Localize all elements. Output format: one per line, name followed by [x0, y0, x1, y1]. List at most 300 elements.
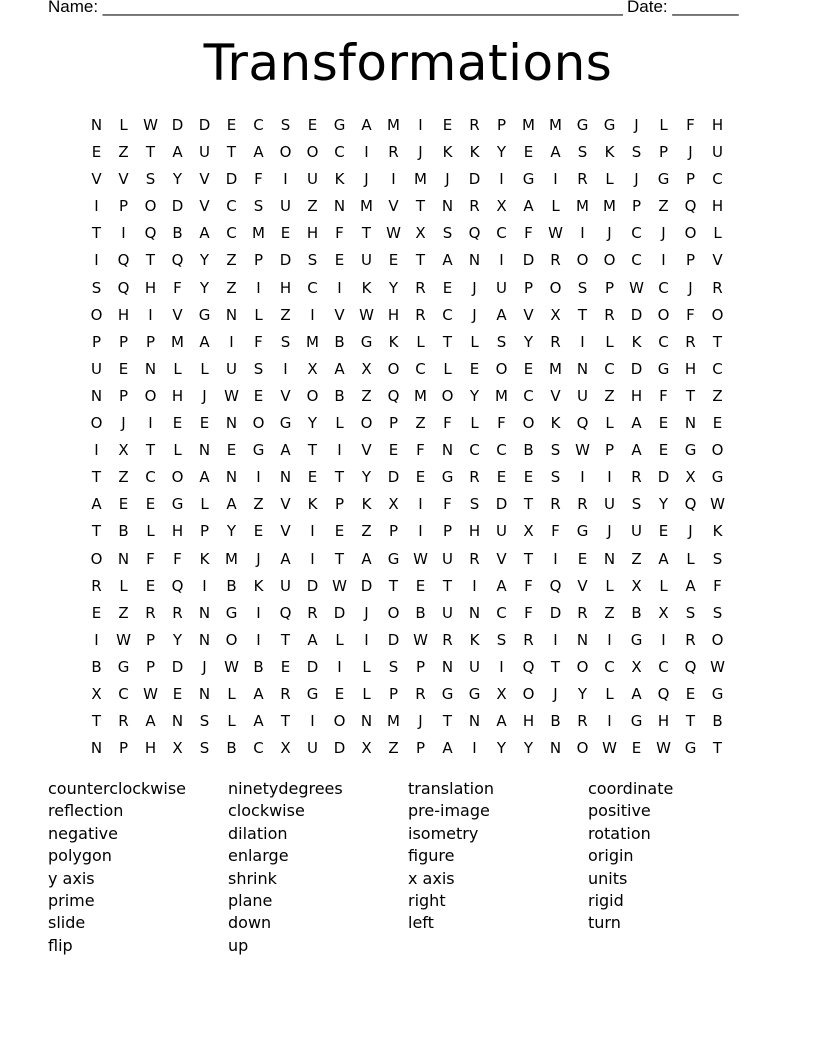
grid-letter[interactable]: N: [225, 468, 238, 487]
grid-letter[interactable]: T: [442, 576, 453, 595]
grid-letter[interactable]: U: [712, 143, 723, 162]
grid-letter[interactable]: T: [280, 712, 291, 731]
grid-letter[interactable]: J: [364, 170, 369, 189]
grid-letter[interactable]: P: [604, 441, 615, 460]
grid-letter[interactable]: N: [360, 712, 373, 731]
grid-letter[interactable]: I: [148, 414, 153, 433]
grid-letter[interactable]: F: [551, 522, 560, 541]
grid-letter[interactable]: M: [306, 332, 319, 351]
grid-letter[interactable]: A: [361, 549, 372, 568]
grid-letter[interactable]: D: [306, 576, 319, 595]
grid-letter[interactable]: R: [685, 630, 696, 649]
grid-letter[interactable]: P: [496, 116, 507, 134]
grid-letter[interactable]: I: [94, 251, 99, 270]
grid-letter[interactable]: T: [523, 495, 534, 514]
grid-letter[interactable]: I: [499, 170, 504, 189]
grid-letter[interactable]: Y: [658, 495, 669, 514]
grid-letter[interactable]: J: [121, 414, 126, 433]
grid-letter[interactable]: X: [523, 522, 534, 541]
grid-letter[interactable]: I: [310, 549, 315, 568]
grid-letter[interactable]: A: [685, 576, 696, 595]
grid-letter[interactable]: J: [661, 224, 666, 243]
grid-letter[interactable]: N: [90, 116, 103, 134]
grid-letter[interactable]: L: [362, 684, 371, 703]
grid-letter[interactable]: P: [415, 657, 426, 676]
grid-letter[interactable]: G: [198, 305, 211, 324]
grid-letter[interactable]: N: [468, 712, 481, 731]
grid-letter[interactable]: P: [118, 332, 129, 351]
grid-letter[interactable]: X: [685, 468, 696, 487]
grid-letter[interactable]: B: [631, 603, 642, 622]
grid-letter[interactable]: P: [388, 414, 399, 433]
grid-letter[interactable]: N: [279, 468, 292, 487]
grid-letter[interactable]: M: [576, 197, 589, 216]
grid-letter[interactable]: H: [711, 116, 724, 134]
grid-letter[interactable]: W: [143, 116, 158, 134]
grid-letter[interactable]: J: [634, 116, 639, 134]
grid-letter[interactable]: Q: [171, 576, 184, 595]
grid-letter[interactable]: Z: [361, 386, 372, 405]
grid-letter[interactable]: Z: [307, 197, 318, 216]
grid-letter[interactable]: R: [550, 251, 561, 270]
grid-letter[interactable]: T: [334, 468, 345, 487]
grid-letter[interactable]: H: [144, 739, 157, 758]
grid-letter[interactable]: Z: [631, 549, 642, 568]
grid-letter[interactable]: B: [172, 224, 183, 243]
grid-letter[interactable]: K: [334, 170, 345, 189]
grid-letter[interactable]: O: [603, 251, 616, 270]
grid-letter[interactable]: V: [496, 549, 507, 568]
grid-letter[interactable]: D: [333, 603, 346, 622]
grid-letter[interactable]: Z: [712, 386, 723, 405]
grid-letter[interactable]: N: [198, 441, 211, 460]
grid-letter[interactable]: I: [337, 657, 342, 676]
grid-letter[interactable]: Z: [226, 278, 237, 297]
grid-letter[interactable]: R: [577, 603, 588, 622]
grid-letter[interactable]: G: [441, 468, 454, 487]
grid-letter[interactable]: A: [631, 441, 642, 460]
grid-letter[interactable]: Q: [549, 576, 562, 595]
grid-letter[interactable]: V: [118, 170, 129, 189]
grid-letter[interactable]: N: [198, 684, 211, 703]
grid-letter[interactable]: T: [334, 549, 345, 568]
grid-letter[interactable]: I: [553, 630, 558, 649]
grid-letter[interactable]: P: [685, 251, 696, 270]
grid-letter[interactable]: R: [469, 197, 480, 216]
grid-letter[interactable]: O: [549, 278, 562, 297]
grid-letter[interactable]: X: [388, 495, 399, 514]
grid-letter[interactable]: R: [145, 603, 156, 622]
grid-letter[interactable]: E: [523, 143, 534, 162]
grid-letter[interactable]: E: [415, 468, 426, 487]
grid-letter[interactable]: X: [118, 441, 129, 460]
grid-letter[interactable]: I: [364, 143, 369, 162]
grid-letter[interactable]: W: [548, 224, 563, 243]
grid-letter[interactable]: D: [387, 630, 400, 649]
grid-letter[interactable]: U: [91, 359, 102, 378]
grid-letter[interactable]: T: [91, 522, 102, 541]
grid-letter[interactable]: S: [550, 468, 561, 487]
grid-letter[interactable]: H: [630, 386, 643, 405]
grid-letter[interactable]: E: [523, 359, 534, 378]
grid-letter[interactable]: D: [225, 170, 238, 189]
grid-letter[interactable]: J: [634, 170, 639, 189]
grid-letter[interactable]: R: [523, 630, 534, 649]
grid-letter[interactable]: H: [387, 305, 400, 324]
grid-letter[interactable]: L: [173, 359, 182, 378]
grid-letter[interactable]: O: [522, 684, 535, 703]
grid-letter[interactable]: B: [253, 657, 264, 676]
grid-letter[interactable]: G: [441, 684, 454, 703]
grid-letter[interactable]: K: [469, 143, 480, 162]
grid-letter[interactable]: Z: [604, 386, 615, 405]
grid-letter[interactable]: O: [144, 386, 157, 405]
grid-letter[interactable]: J: [472, 278, 477, 297]
grid-letter[interactable]: T: [685, 712, 696, 731]
grid-letter[interactable]: M: [414, 386, 427, 405]
grid-letter[interactable]: F: [524, 224, 533, 243]
grid-letter[interactable]: Y: [496, 143, 507, 162]
grid-letter[interactable]: V: [199, 170, 210, 189]
grid-letter[interactable]: G: [630, 630, 643, 649]
grid-letter[interactable]: Z: [658, 197, 669, 216]
grid-letter[interactable]: O: [576, 739, 589, 758]
grid-letter[interactable]: I: [256, 603, 261, 622]
grid-letter[interactable]: N: [171, 712, 184, 731]
grid-letter[interactable]: I: [391, 170, 396, 189]
grid-letter[interactable]: R: [442, 630, 453, 649]
grid-letter[interactable]: E: [145, 576, 156, 595]
grid-letter[interactable]: Q: [684, 197, 697, 216]
grid-letter[interactable]: P: [658, 143, 669, 162]
grid-letter[interactable]: B: [226, 739, 237, 758]
grid-letter[interactable]: U: [226, 359, 237, 378]
grid-letter[interactable]: K: [442, 143, 453, 162]
grid-letter[interactable]: F: [659, 386, 668, 405]
grid-letter[interactable]: I: [283, 359, 288, 378]
grid-letter[interactable]: P: [145, 332, 156, 351]
grid-letter[interactable]: M: [252, 224, 265, 243]
grid-letter[interactable]: C: [307, 278, 318, 297]
grid-letter[interactable]: C: [226, 197, 237, 216]
grid-letter[interactable]: P: [523, 278, 534, 297]
grid-letter[interactable]: G: [117, 657, 130, 676]
grid-letter[interactable]: Y: [496, 739, 507, 758]
grid-letter[interactable]: J: [256, 549, 261, 568]
grid-letter[interactable]: O: [576, 657, 589, 676]
grid-letter[interactable]: M: [387, 712, 400, 731]
grid-letter[interactable]: C: [712, 170, 723, 189]
grid-letter[interactable]: Q: [117, 251, 130, 270]
grid-letter[interactable]: P: [388, 522, 399, 541]
grid-letter[interactable]: F: [524, 603, 533, 622]
grid-letter[interactable]: Z: [361, 522, 372, 541]
grid-letter[interactable]: S: [253, 197, 264, 216]
grid-letter[interactable]: T: [361, 224, 372, 243]
grid-letter[interactable]: M: [414, 170, 427, 189]
grid-letter[interactable]: F: [443, 414, 452, 433]
grid-letter[interactable]: B: [550, 712, 561, 731]
grid-letter[interactable]: M: [360, 197, 373, 216]
grid-letter[interactable]: E: [91, 603, 102, 622]
grid-letter[interactable]: W: [710, 657, 725, 676]
grid-letter[interactable]: W: [116, 630, 131, 649]
grid-letter[interactable]: Y: [577, 684, 588, 703]
grid-letter[interactable]: E: [226, 441, 237, 460]
grid-letter[interactable]: K: [361, 278, 372, 297]
grid-letter[interactable]: R: [685, 332, 696, 351]
grid-letter[interactable]: J: [364, 603, 369, 622]
grid-letter[interactable]: K: [604, 143, 615, 162]
grid-letter[interactable]: M: [387, 116, 400, 134]
grid-letter[interactable]: C: [469, 441, 480, 460]
grid-letter[interactable]: I: [256, 630, 261, 649]
grid-letter[interactable]: P: [145, 630, 156, 649]
grid-letter[interactable]: E: [415, 576, 426, 595]
grid-letter[interactable]: X: [415, 224, 426, 243]
grid-letter[interactable]: X: [550, 305, 561, 324]
grid-letter[interactable]: F: [713, 576, 722, 595]
grid-letter[interactable]: L: [335, 630, 344, 649]
grid-letter[interactable]: T: [577, 305, 588, 324]
grid-letter[interactable]: A: [631, 414, 642, 433]
grid-letter[interactable]: P: [118, 739, 129, 758]
grid-letter[interactable]: O: [90, 414, 103, 433]
grid-letter[interactable]: H: [171, 522, 184, 541]
grid-letter[interactable]: O: [90, 549, 103, 568]
grid-letter[interactable]: I: [94, 630, 99, 649]
grid-letter[interactable]: O: [225, 630, 238, 649]
grid-letter[interactable]: T: [712, 739, 723, 758]
grid-letter[interactable]: G: [225, 603, 238, 622]
grid-letter[interactable]: U: [361, 251, 372, 270]
grid-letter[interactable]: F: [443, 495, 452, 514]
grid-letter[interactable]: I: [256, 468, 261, 487]
grid-letter[interactable]: E: [118, 495, 129, 514]
grid-letter[interactable]: X: [361, 359, 372, 378]
grid-letter[interactable]: X: [91, 684, 102, 703]
grid-letter[interactable]: A: [334, 359, 345, 378]
grid-letter[interactable]: I: [418, 116, 423, 134]
grid-letter[interactable]: I: [661, 630, 666, 649]
grid-letter[interactable]: B: [712, 712, 723, 731]
grid-letter[interactable]: W: [224, 657, 239, 676]
grid-letter[interactable]: P: [253, 251, 264, 270]
grid-letter[interactable]: R: [577, 712, 588, 731]
grid-letter[interactable]: F: [254, 332, 263, 351]
grid-letter[interactable]: V: [280, 386, 291, 405]
grid-letter[interactable]: E: [307, 116, 318, 134]
grid-letter[interactable]: A: [496, 576, 507, 595]
grid-letter[interactable]: P: [685, 170, 696, 189]
grid-letter[interactable]: V: [577, 576, 588, 595]
grid-letter[interactable]: I: [607, 468, 612, 487]
grid-letter[interactable]: C: [658, 657, 669, 676]
grid-letter[interactable]: U: [604, 495, 615, 514]
grid-letter[interactable]: L: [605, 684, 614, 703]
grid-letter[interactable]: T: [523, 549, 534, 568]
grid-letter[interactable]: E: [334, 684, 345, 703]
grid-letter[interactable]: I: [553, 549, 558, 568]
grid-letter[interactable]: G: [657, 359, 670, 378]
grid-letter[interactable]: S: [442, 224, 453, 243]
grid-letter[interactable]: E: [334, 522, 345, 541]
grid-letter[interactable]: A: [199, 332, 210, 351]
grid-letter[interactable]: Y: [469, 386, 480, 405]
grid-letter[interactable]: W: [224, 386, 239, 405]
grid-letter[interactable]: U: [307, 739, 318, 758]
grid-letter[interactable]: G: [360, 332, 373, 351]
grid-letter[interactable]: I: [607, 712, 612, 731]
grid-letter[interactable]: N: [198, 630, 211, 649]
grid-letter[interactable]: C: [631, 224, 642, 243]
grid-letter[interactable]: E: [496, 468, 507, 487]
grid-letter[interactable]: L: [659, 576, 668, 595]
grid-letter[interactable]: W: [386, 224, 401, 243]
grid-letter[interactable]: I: [337, 441, 342, 460]
grid-letter[interactable]: U: [631, 522, 642, 541]
grid-letter[interactable]: W: [143, 684, 158, 703]
grid-letter[interactable]: K: [631, 332, 642, 351]
grid-letter[interactable]: G: [171, 495, 184, 514]
grid-letter[interactable]: X: [172, 739, 183, 758]
grid-letter[interactable]: I: [553, 170, 558, 189]
grid-letter[interactable]: O: [684, 224, 697, 243]
grid-letter[interactable]: M: [171, 332, 184, 351]
grid-letter[interactable]: S: [91, 278, 102, 297]
grid-letter[interactable]: L: [470, 414, 479, 433]
grid-letter[interactable]: D: [630, 305, 643, 324]
grid-letter[interactable]: Q: [144, 224, 157, 243]
grid-letter[interactable]: H: [306, 224, 319, 243]
grid-letter[interactable]: E: [280, 224, 291, 243]
grid-letter[interactable]: S: [577, 278, 588, 297]
grid-letter[interactable]: L: [119, 576, 128, 595]
grid-letter[interactable]: T: [145, 441, 156, 460]
grid-letter[interactable]: G: [684, 441, 697, 460]
grid-letter[interactable]: T: [307, 441, 318, 460]
grid-letter[interactable]: V: [280, 495, 291, 514]
grid-letter[interactable]: D: [468, 170, 481, 189]
grid-letter[interactable]: S: [496, 630, 507, 649]
grid-letter[interactable]: B: [415, 603, 426, 622]
grid-letter[interactable]: S: [685, 603, 696, 622]
grid-letter[interactable]: B: [118, 522, 129, 541]
grid-letter[interactable]: G: [576, 522, 589, 541]
grid-letter[interactable]: H: [684, 359, 697, 378]
grid-letter[interactable]: I: [94, 197, 99, 216]
grid-letter[interactable]: R: [118, 712, 129, 731]
grid-letter[interactable]: T: [145, 251, 156, 270]
grid-letter[interactable]: L: [659, 116, 668, 134]
grid-letter[interactable]: N: [468, 251, 481, 270]
grid-letter[interactable]: A: [631, 684, 642, 703]
grid-letter[interactable]: T: [415, 251, 426, 270]
grid-letter[interactable]: D: [171, 197, 184, 216]
grid-letter[interactable]: A: [361, 116, 372, 134]
grid-letter[interactable]: O: [711, 441, 724, 460]
grid-letter[interactable]: I: [148, 305, 153, 324]
grid-letter[interactable]: P: [91, 332, 102, 351]
grid-letter[interactable]: F: [173, 549, 182, 568]
grid-letter[interactable]: J: [607, 224, 612, 243]
grid-letter[interactable]: X: [496, 197, 507, 216]
grid-letter[interactable]: K: [712, 522, 723, 541]
grid-letter[interactable]: F: [416, 441, 425, 460]
grid-letter[interactable]: I: [661, 251, 666, 270]
grid-letter[interactable]: D: [360, 576, 373, 595]
grid-letter[interactable]: K: [469, 630, 480, 649]
grid-letter[interactable]: L: [173, 441, 182, 460]
grid-letter[interactable]: T: [145, 143, 156, 162]
grid-letter[interactable]: G: [684, 739, 697, 758]
grid-letter[interactable]: M: [225, 549, 238, 568]
grid-letter[interactable]: H: [144, 278, 157, 297]
grid-letter[interactable]: Q: [684, 495, 697, 514]
grid-letter[interactable]: W: [413, 630, 428, 649]
grid-letter[interactable]: G: [657, 170, 670, 189]
grid-letter[interactable]: S: [577, 143, 588, 162]
grid-letter[interactable]: B: [226, 576, 237, 595]
grid-letter[interactable]: Q: [684, 657, 697, 676]
grid-letter[interactable]: U: [469, 657, 480, 676]
grid-letter[interactable]: L: [443, 359, 452, 378]
grid-letter[interactable]: V: [550, 386, 561, 405]
grid-letter[interactable]: P: [199, 522, 210, 541]
grid-letter[interactable]: G: [711, 684, 724, 703]
grid-letter[interactable]: N: [117, 549, 130, 568]
grid-letter[interactable]: K: [199, 549, 210, 568]
grid-letter[interactable]: C: [253, 116, 264, 134]
grid-letter[interactable]: U: [577, 386, 588, 405]
grid-letter[interactable]: I: [310, 305, 315, 324]
grid-letter[interactable]: G: [630, 712, 643, 731]
grid-letter[interactable]: L: [416, 332, 425, 351]
grid-letter[interactable]: I: [94, 441, 99, 460]
grid-letter[interactable]: D: [306, 657, 319, 676]
grid-letter[interactable]: N: [144, 359, 157, 378]
grid-letter[interactable]: S: [496, 332, 507, 351]
grid-letter[interactable]: T: [388, 576, 399, 595]
grid-letter[interactable]: Z: [415, 414, 426, 433]
grid-letter[interactable]: I: [580, 224, 585, 243]
grid-letter[interactable]: P: [442, 522, 453, 541]
grid-letter[interactable]: L: [605, 576, 614, 595]
grid-letter[interactable]: C: [712, 359, 723, 378]
grid-letter[interactable]: O: [495, 359, 508, 378]
grid-letter[interactable]: F: [335, 224, 344, 243]
grid-letter[interactable]: G: [603, 116, 616, 134]
grid-letter[interactable]: H: [279, 278, 292, 297]
grid-letter[interactable]: O: [333, 712, 346, 731]
grid-letter[interactable]: D: [522, 251, 535, 270]
grid-letter[interactable]: P: [415, 739, 426, 758]
grid-letter[interactable]: T: [91, 712, 102, 731]
grid-letter[interactable]: E: [658, 522, 669, 541]
grid-letter[interactable]: Q: [279, 603, 292, 622]
grid-letter[interactable]: E: [658, 441, 669, 460]
grid-letter[interactable]: I: [499, 251, 504, 270]
grid-letter[interactable]: K: [253, 576, 264, 595]
grid-letter[interactable]: E: [334, 251, 345, 270]
grid-letter[interactable]: L: [713, 224, 722, 243]
grid-letter[interactable]: T: [280, 630, 291, 649]
grid-letter[interactable]: A: [91, 495, 102, 514]
grid-letter[interactable]: U: [442, 549, 453, 568]
grid-letter[interactable]: L: [200, 359, 209, 378]
grid-letter[interactable]: P: [388, 684, 399, 703]
grid-letter[interactable]: T: [415, 197, 426, 216]
